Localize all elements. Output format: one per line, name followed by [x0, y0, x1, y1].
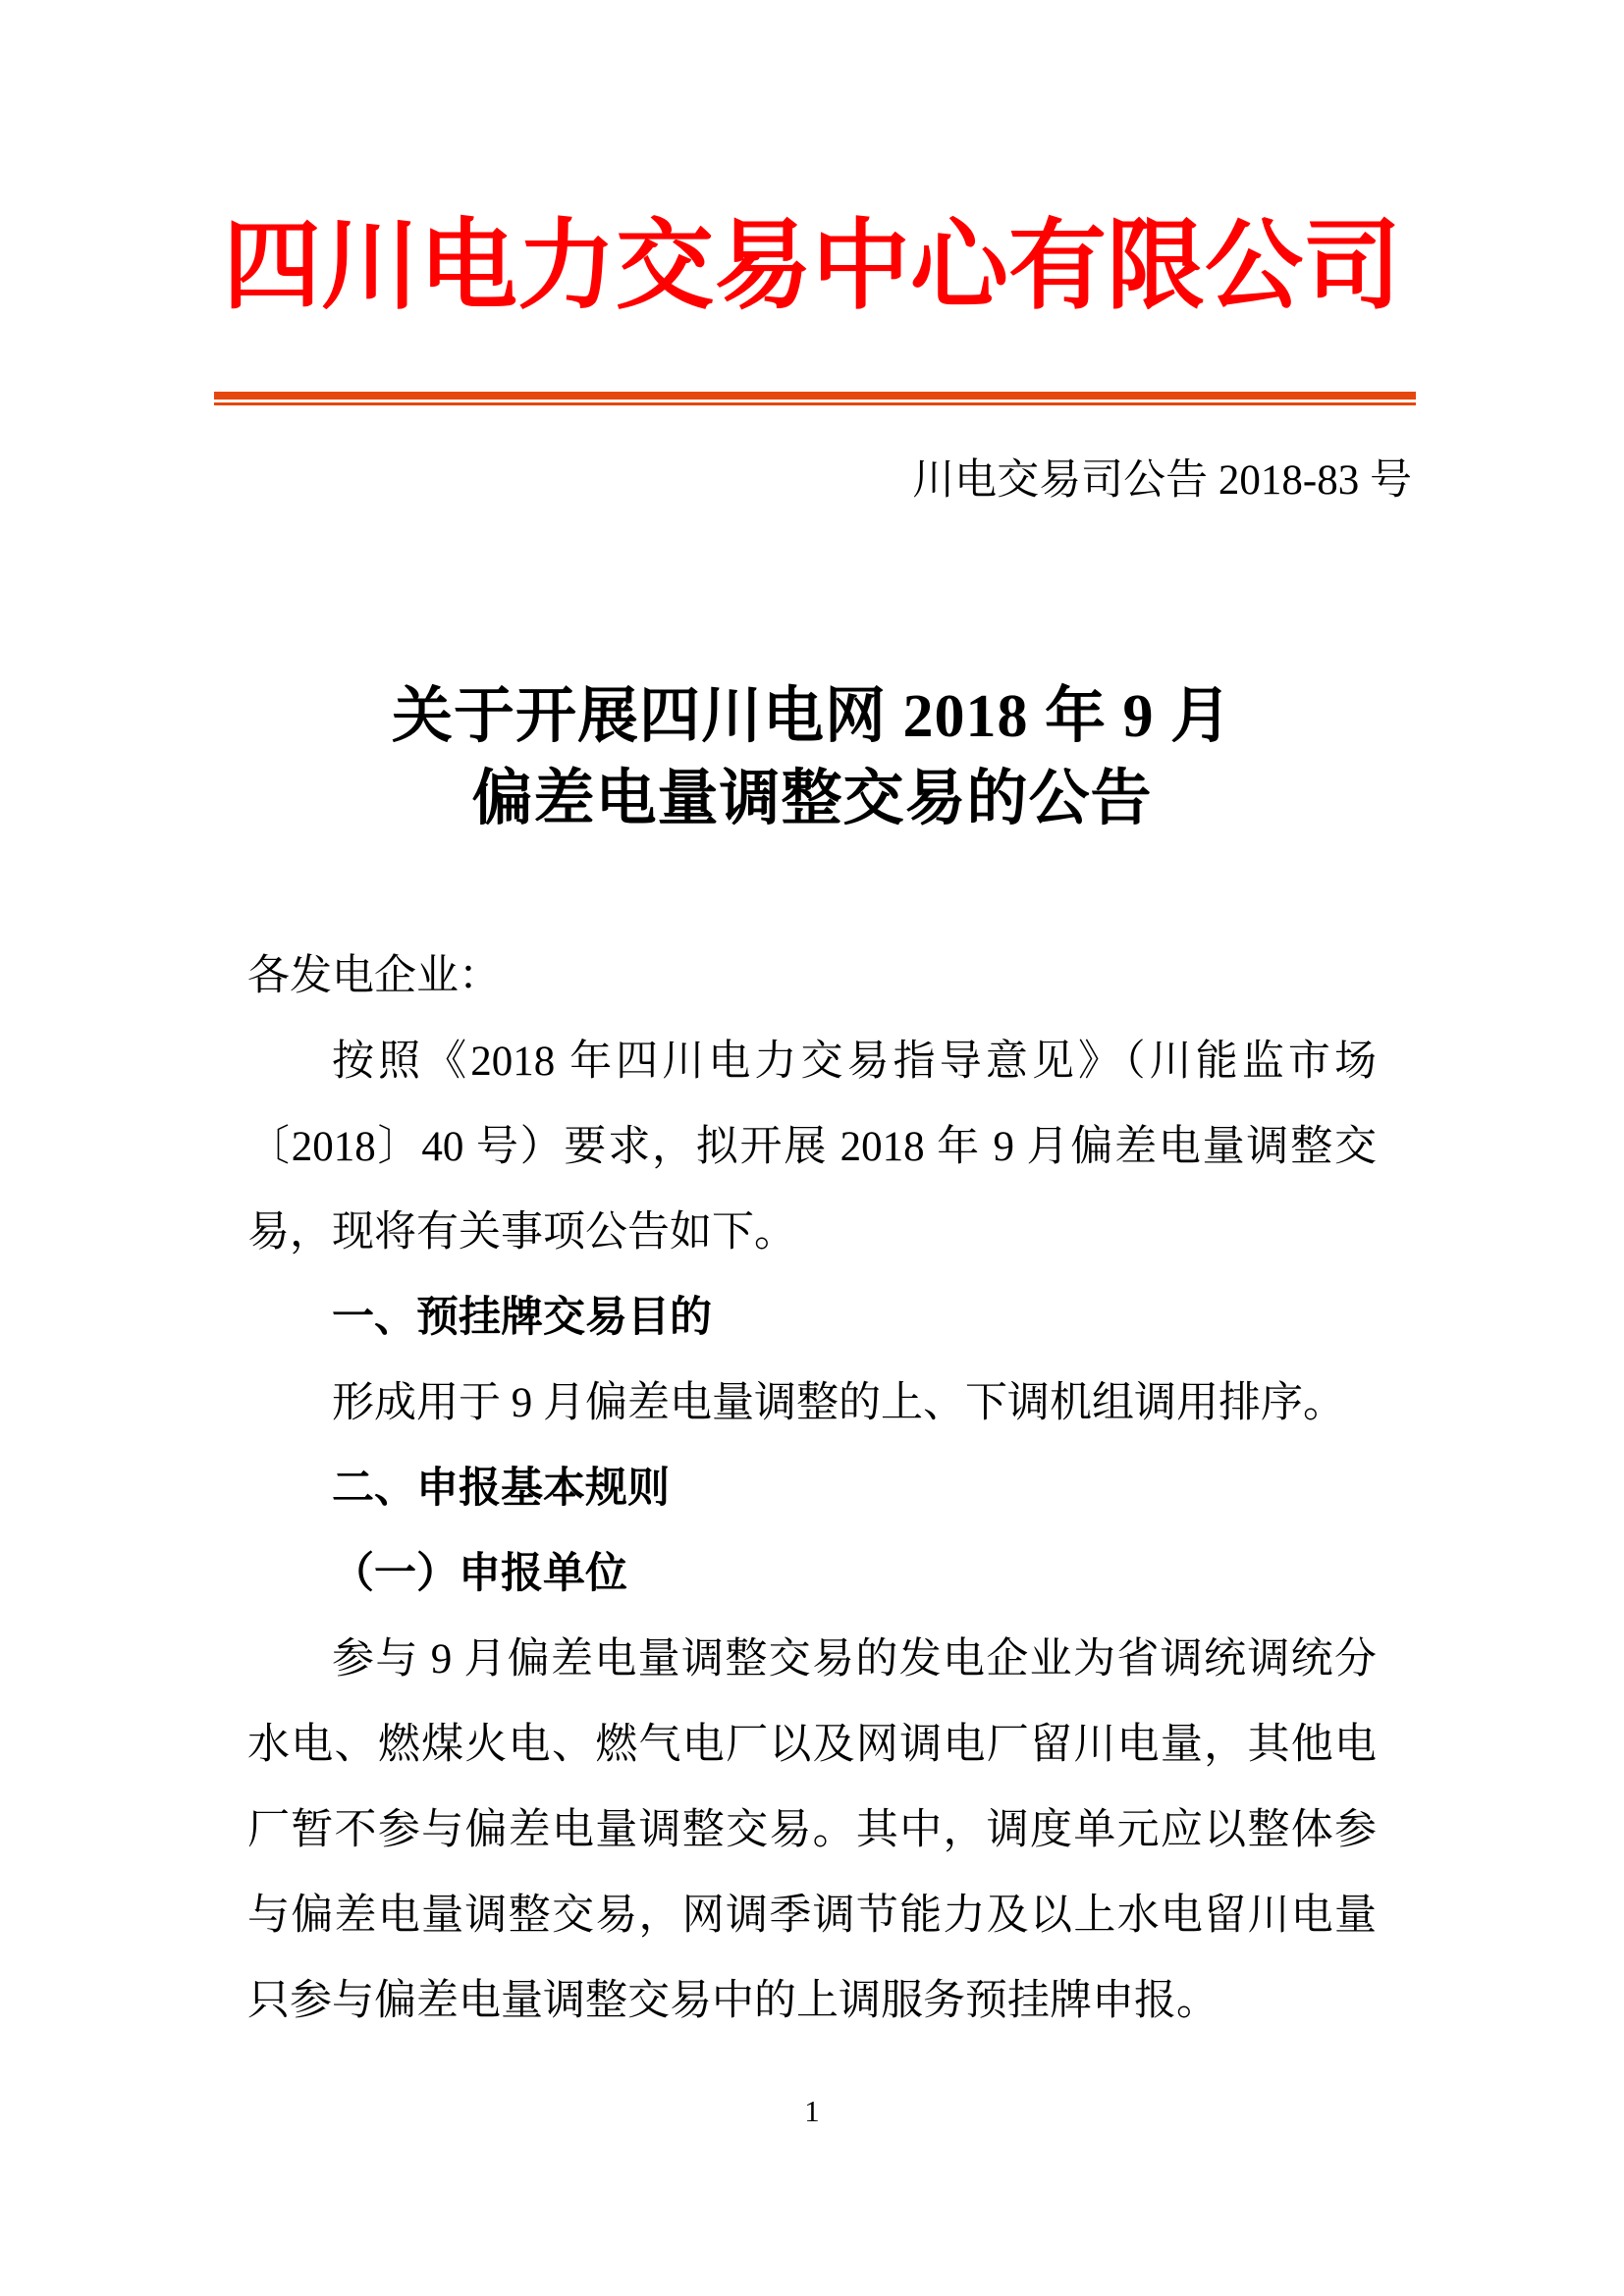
subsection-heading-1: （一）申报单位 — [332, 1550, 627, 1597]
body-line: 形成用于 9 月偏差电量调整的上、下调机组调用排序。 — [332, 1380, 1345, 1426]
body-line: 〔2018〕40 号）要求，拟开展 2018 年 9 月偏差电量调整交 — [247, 1124, 1377, 1170]
body-line-salutation: 各发电企业： — [247, 953, 501, 999]
announcement-title — [0, 675, 1624, 840]
company-masthead: 四川电力交易中心有限公司 — [223, 212, 1401, 321]
doc-number: 川电交易司公告 2018-83 号 — [912, 457, 1412, 504]
page-number: 1 — [804, 2094, 820, 2128]
announcement-title-line-2: 偏差电量调整交易的公告 — [471, 766, 1153, 832]
masthead-rule-thick — [214, 392, 1416, 400]
body-line: 易，现将有关事项公告如下。 — [247, 1209, 796, 1255]
section-heading-1: 一、预挂牌交易目的 — [332, 1294, 712, 1341]
body-line: 参与 9 月偏差电量调整交易的发电企业为省调统调统分 — [332, 1636, 1377, 1682]
body-line: 与偏差电量调整交易，网调季调节能力及以上水电留川电量 — [247, 1893, 1377, 1939]
body-line: 按照《2018 年四川电力交易指导意见》（川能监市场 — [332, 1039, 1377, 1085]
masthead-rule-thin — [214, 402, 1416, 405]
body-line: 厂暂不参与偏差电量调整交易。其中，调度单元应以整体参 — [247, 1807, 1377, 1853]
body-line: 水电、燃煤火电、燃气电厂以及网调电厂留川电量，其他电 — [247, 1722, 1377, 1768]
body-text — [247, 934, 1377, 2044]
announcement-title-line-1: 关于开展四川电网 2018 年 9 月 — [391, 683, 1232, 750]
section-heading-2: 二、申报基本规则 — [332, 1465, 670, 1512]
body-line: 只参与偏差电量调整交易中的上调服务预挂牌申报。 — [247, 1978, 1218, 2024]
